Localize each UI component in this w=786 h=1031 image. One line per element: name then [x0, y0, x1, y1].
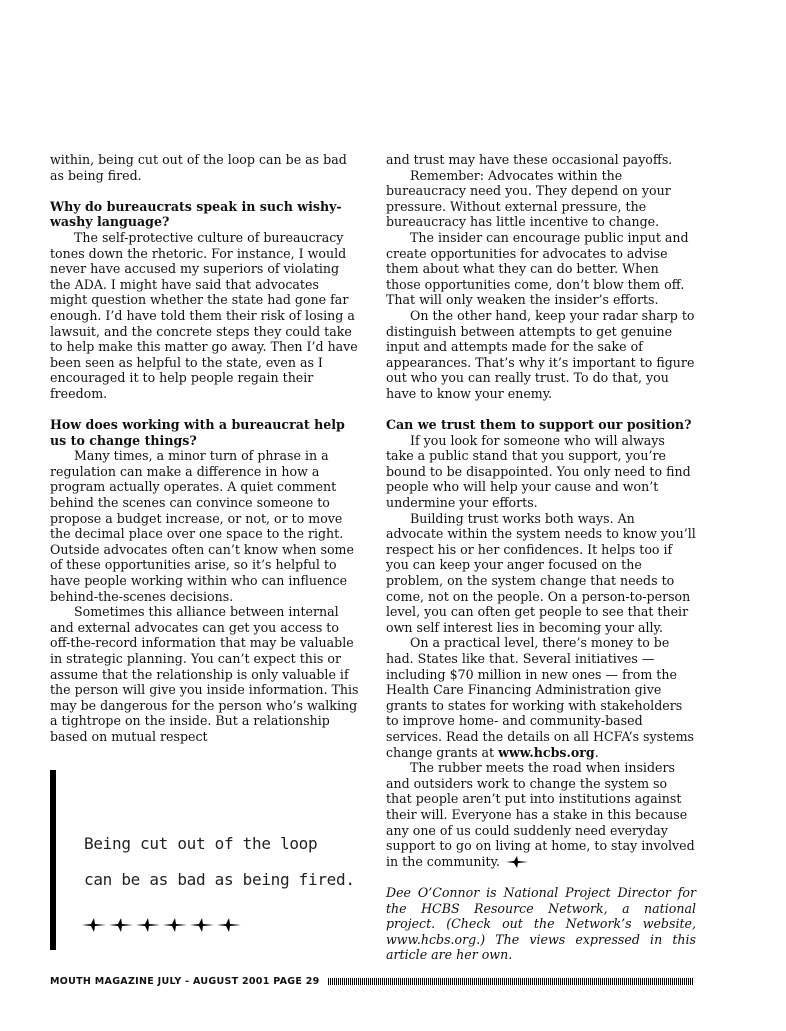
paragraph: The insider can encourage public input and create opportunities for advocates to advise them about what they can do better. When those opportunities come, don’t blow them off. That will only weaken the insider’s efforts.	[386, 229, 689, 308]
section-heading: How does working with a bureaucrat help us to change things?	[50, 417, 345, 448]
paragraph: On the other hand, keep your radar sharp to distinguish between attempts to get genuine input and attempts made for the sake of appearances. That’s why it’s important to figure out who you can really trust. To do that, you have to know your enemy.	[386, 307, 695, 401]
star-flourish-icon	[136, 918, 160, 932]
paragraph: Many times, a minor turn of phrase in a regulation can make a difference in how a program actually operates. A quiet comment behind the scenes can convince someone to propose a budget increase, or not, or to move the decimal place over one space to the right. Outside advocates often can’t know when some of these opportunities arise, so it’s helpful to have people working within who can influence behind-the-scenes decisions.	[50, 448, 354, 604]
paragraph: Sometimes this alliance between internal and external advocates can get you access to off-the-record information that may be valuable in strategic planning. You can’t expect this or assume that the relationship is only valuable if the person will give you inside information. This may be dangerous for the person who’s walking a tightrope on the inside. But a relationship based on mutual respect	[50, 604, 359, 744]
author-credit: Dee O’Connor is National Project Director for the HCBS Resource Network, a national project. (Check out the Network’s website, www.hcbs.org.) The views expressed in this article are her own.	[386, 884, 696, 963]
pull-quote-line: Being cut out of the loop	[84, 834, 318, 853]
section-heading: Why do bureaucrats speak in such wishy-washy language?	[50, 198, 342, 230]
paragraph: within, being cut out of the loop can be as bad as being fired.	[50, 152, 347, 183]
star-flourish-icon	[506, 856, 528, 868]
paragraph: Remember: Advocates within the bureaucracy need you. They depend on your pressure. Without external pressure, the bureaucracy has little incentive to change.	[386, 167, 671, 230]
pull-quote-line: can be as bad as being fired.	[84, 870, 355, 889]
star-ornament-row	[82, 918, 241, 932]
paragraph-text: The rubber meets the road when insiders and outsiders work to change the system so that people aren’t put into institutions against their will. Everyone has a stake in this because any one of us could suddenly need everyday support to go on living at home, to stay involved in the community.	[386, 760, 695, 869]
paragraph	[386, 760, 696, 869]
star-flourish-icon	[217, 918, 241, 932]
star-flourish-icon	[190, 918, 214, 932]
right-column	[386, 152, 696, 963]
paragraph	[386, 635, 696, 760]
paragraph: If you look for someone who will always take a public stand that you support, you’re bound to be disappointed. You only need to find people who will help your cause and won’t undermine your efforts.	[386, 432, 691, 511]
section-heading: Can we trust them to support our position?	[386, 417, 692, 433]
star-flourish-icon	[82, 918, 106, 932]
page-footer: MOUTH MAGAZINE JULY - AUGUST 2001 PAGE 29	[50, 976, 320, 987]
paragraph: and trust may have these occasional payoffs.	[386, 152, 673, 167]
left-column	[50, 152, 360, 745]
star-flourish-icon	[109, 918, 133, 932]
footer-rule	[328, 978, 694, 985]
star-flourish-icon	[163, 918, 187, 932]
paragraph-text: On a practical level, there’s money to be had. States like that. Several initiatives — including $70 million in new ones — from the Health Care Financing Administration give grants to states for working with stakeholders to improve home- and community-based services. Read the details on all HCFA’s systems change grants at	[386, 635, 694, 760]
paragraph-text: .	[594, 744, 599, 760]
paragraph: Building trust works both ways. An advocate within the system needs to know you’ll respect his or her confidences. It helps too if you can keep your anger focused on the problem, on the system change that needs to come, not on the people. On a person-to-person level, you can often get people to see that their own self interest lies in becoming your ally.	[386, 510, 696, 635]
website-link[interactable]: www.hcbs.org	[498, 744, 595, 760]
paragraph: The self-protective culture of bureaucracy tones down the rhetoric. For instance, I would never have accused my superiors of violating the ADA. I might have said that advocates might question whether the state had gone far enough. I’d have told them their risk of losing a lawsuit, and the concrete steps they could take to help make this matter go away. Then I’d have been seen as helpful to the state, even as I encouraged it to help people regain their freedom.	[50, 229, 358, 401]
pull-quote	[50, 770, 355, 950]
